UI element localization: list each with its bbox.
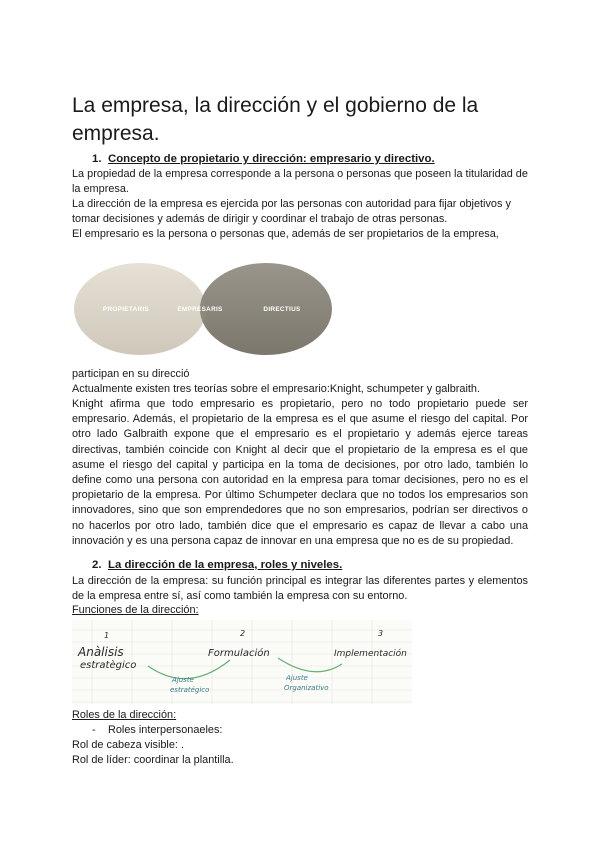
venn-label-empresaris: EMPRESARIS <box>177 306 223 313</box>
bullet-text: Roles interpersonaeles: <box>108 724 223 736</box>
rol-cabeza-visible: Rol de cabeza visible: . <box>72 739 184 751</box>
funciones-sketch <box>72 620 412 704</box>
sketch-word-formulacion: Formulación <box>208 648 270 659</box>
sketch-note-ajuste-1: Ajuste <box>172 676 194 684</box>
section-1-heading-text: Concepto de propietario y dirección: empresario y directivo. <box>108 153 435 165</box>
roles-bullet <box>92 724 222 736</box>
section-1-heading <box>92 153 435 165</box>
sketch-note-estrategico: estratégico <box>170 686 210 694</box>
sketch-note-organizativo: Organizativo <box>284 684 329 692</box>
sketch-number-3: 3 <box>378 629 384 638</box>
venn-diagram <box>72 262 334 356</box>
sketch-word-implementacion: Implementación <box>334 649 407 659</box>
section-2-heading <box>92 559 342 571</box>
paragraph-direccion-funcion: La dirección de la empresa: su función principal es integrar las diferentes partes y elementos de la empresa entre sí, así como también la empresa con su entorno. <box>72 575 528 603</box>
paragraph-direccion: La dirección de la empresa es ejercida por las personas con autoridad para fijar objetivos y tomar decisiones y además de dirigir y coordinar el trabajo de otras personas. <box>72 198 511 226</box>
sketch-number-1: 1 <box>104 631 110 640</box>
paragraph-propiedad: La propiedad de la empresa corresponde a la persona o personas que poseen la titularidad de la empresa. <box>72 168 528 196</box>
roles-label: Roles de la dirección: <box>72 709 177 721</box>
venn-label-directius: DIRECTIUS <box>263 306 301 313</box>
sketch-number-2: 2 <box>240 629 246 638</box>
section-1-number: 1. <box>92 153 102 165</box>
sketch-word-analisis: Anàlisis <box>78 645 124 659</box>
sketch-note-ajuste-2: Ajuste <box>286 674 308 682</box>
funciones-label: Funciones de la dirección: <box>72 604 199 616</box>
venn-label-propietaris: PROPIETARIS <box>102 306 150 313</box>
paragraph-participan: participan en su direcció <box>72 368 190 380</box>
bullet-mark: - <box>92 724 96 736</box>
section-2-number: 2. <box>92 559 102 571</box>
rol-lider: Rol de líder: coordinar la plantilla. <box>72 754 234 766</box>
page-title: La empresa, la dirección y el gobierno de la empresa. <box>72 94 485 145</box>
paragraph-teorias: Actualmente existen tres teorías sobre el empresario:Knight, schumpeter y galbraith. <box>72 383 480 395</box>
sketch-word-estrategico: estratègico <box>80 660 137 671</box>
paragraph-knight-galbraith-schumpeter: Knight afirma que todo empresario es propietario, pero no todo propietario puede ser empresario. Además, el propietario de la empresa es el que asume el riesgo del capital. Por otro lado Galbraith expone que el empresario es el propietario y además ejerce tareas directivas, también coincide con Knight al decir que el propietario de la empresa es el que asume el riesgo del capital y participa en la toma de decisiones, por otro lado, también lo define como una persona con autoridad en la empresa para tomar decisiones, pero no es el propietario de la empresa. Por último Schumpeter declara que no todos los empresarios son innovadores, sino que son emprendedores que no son empresarios, podrían ser directivos o no hacerlos por otro lado, también dice que el empresario es capaz de llevar a cabo una innovación y es una persona capaz de innovar en una empresa que no es de su propiedad. <box>72 398 528 547</box>
section-2-heading-text: La dirección de la empresa, roles y niveles. <box>108 559 343 571</box>
paragraph-empresario: El empresario es la persona o personas que, además de ser propietarios de la empresa, <box>72 228 499 240</box>
